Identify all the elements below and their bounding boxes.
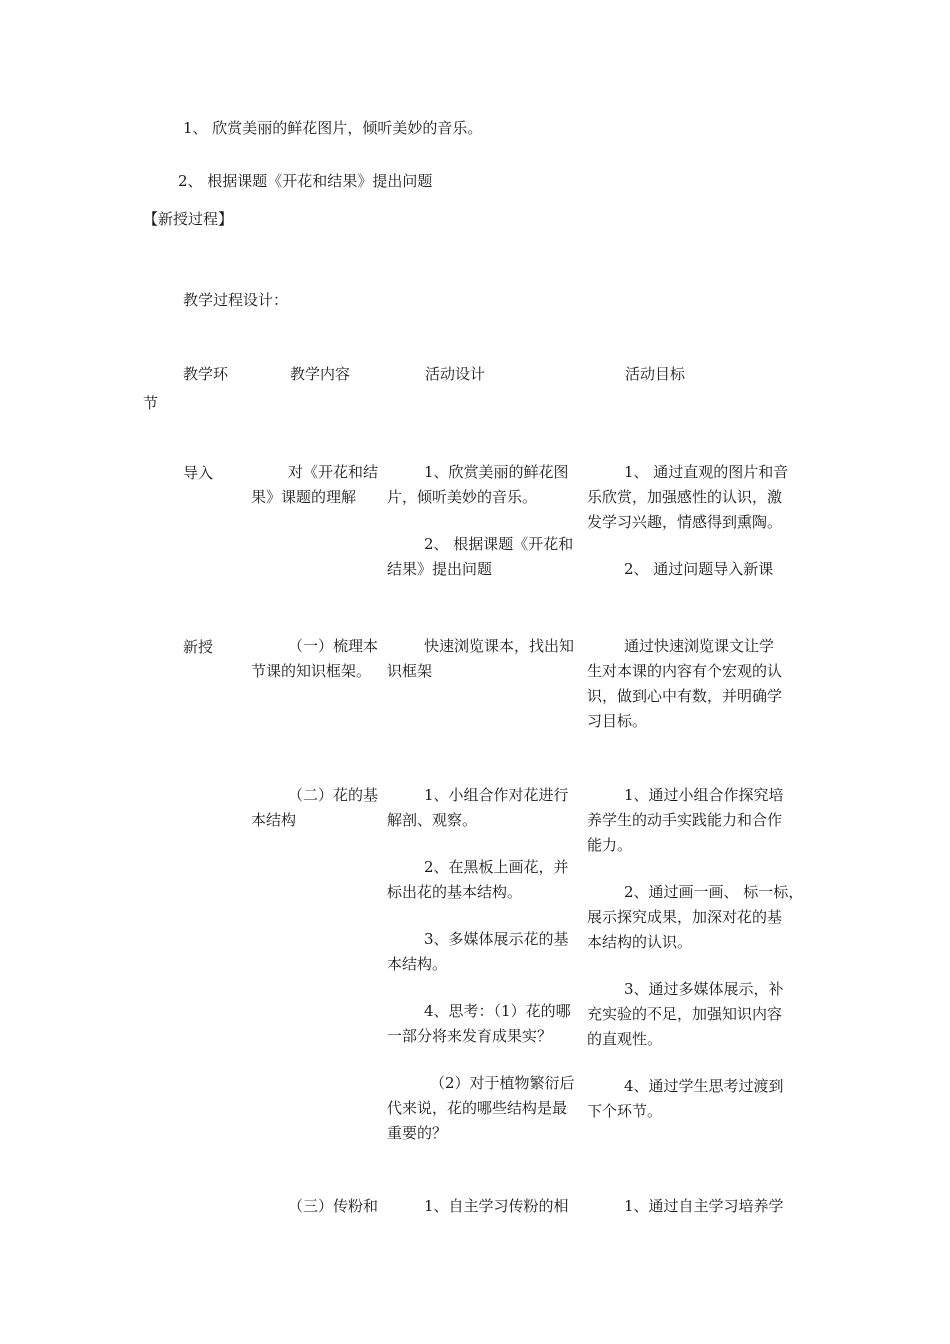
row1-activity [387, 460, 592, 582]
header-stage: 教学环 [183, 365, 229, 383]
row1-activity-line: 1、欣赏美丽的鲜花图 [424, 463, 569, 481]
row3-activity-line: 一部分将来发育成果实？ [387, 1027, 553, 1045]
row3-activity-line: 重要的？ [387, 1124, 448, 1142]
row3-goal-line: 充实验的不足，加强知识内容 [587, 1005, 783, 1023]
row1-content-line: 果》课题的理解 [251, 488, 357, 506]
row4-activity [387, 1194, 592, 1219]
row2-content-line: （一）梳理本 [288, 637, 379, 655]
row3-goal-line: 4、通过学生思考过渡到 [624, 1077, 784, 1095]
row3-activity-line: 2、在黑板上画花，并 [424, 858, 569, 876]
row2-content [251, 634, 391, 684]
row2-activity [387, 634, 592, 684]
row1-activity-line: 结果》提出问题 [387, 560, 493, 578]
row3-activity-line: 1、小组合作对花进行 [424, 786, 569, 804]
row2-activity-line: 识框架 [387, 662, 433, 680]
row1-goal-line: 1、 通过直观的图片和音 [624, 463, 789, 481]
header-activity: 活动设计 [425, 365, 486, 383]
row2-goal-line: 识，做到心中有数，并明确学 [587, 687, 783, 705]
row2-activity-line: 快速浏览课本，找出知 [424, 637, 575, 655]
row3-goal-line: 1、通过小组合作探究培 [624, 786, 784, 804]
section-heading: 【新授过程】 [143, 210, 234, 228]
row3-goal-line: 的直观性。 [587, 1030, 663, 1048]
header-stage-wrap: 节 [143, 394, 159, 412]
row4-goal-line: 1、通过自主学习培养学 [624, 1197, 784, 1215]
row3-activity-line: （2）对于植物繁衍后 [430, 1074, 575, 1092]
row3-activity-line: 3、多媒体展示花的基 [424, 930, 569, 948]
row2-goal-line: 通过快速浏览课文让学 [624, 637, 775, 655]
row1-content [251, 460, 391, 510]
row3-goal-line: 3、通过多媒体展示，补 [624, 980, 784, 998]
row3-activity-line: 标出花的基本结构。 [387, 883, 523, 901]
row2-goal [587, 634, 812, 734]
row2-content-line: 节课的知识框架。 [251, 662, 372, 680]
row3-content-line: 本结构 [251, 811, 297, 829]
row4-goal [587, 1194, 812, 1219]
row3-goal-line: 展示探究成果，加深对花的基 [587, 908, 783, 926]
row1-goal [587, 460, 812, 582]
row1-stage: 导入 [183, 464, 214, 482]
row3-goal-line: 能力。 [587, 836, 633, 854]
intro-item-1: 1、 欣赏美丽的鲜花图片，倾听美妙的音乐。 [183, 119, 483, 137]
row1-content-line: 对《开花和结 [288, 463, 379, 481]
row2-goal-line: 生对本课的内容有个宏观的认 [587, 662, 783, 680]
row3-activity-line: 代来说，花的哪些结构是最 [387, 1099, 568, 1117]
row3-goal-line: 2、通过画一画、 标一标， [624, 883, 804, 901]
row4-activity-line: 1、自主学习传粉的相 [424, 1197, 569, 1215]
row1-goal-line: 发学习兴趣，情感得到熏陶。 [587, 513, 783, 531]
row3-content [251, 783, 391, 833]
row1-goal-line: 乐欣赏，加强感性的认识，激 [587, 488, 783, 506]
row4-content-line: （三）传粉和 [288, 1197, 379, 1215]
row3-goal-line: 下个环节。 [587, 1102, 663, 1120]
header-goal: 活动目标 [625, 365, 686, 383]
design-label: 教学过程设计： [183, 291, 289, 309]
row3-content-line: （二）花的基 [288, 786, 379, 804]
row3-goal-line: 本结构的认识。 [587, 933, 693, 951]
row1-activity-line: 片，倾听美妙的音乐。 [387, 488, 538, 506]
header-content: 教学内容 [290, 365, 351, 383]
row1-activity-line: 2、 根据课题《开花和 [424, 535, 574, 553]
row3-activity-line: 4、思考：（1）花的哪 [424, 1002, 571, 1020]
row1-goal-line: 2、 通过问题导入新课 [624, 560, 774, 578]
row3-goal-line: 养学生的动手实践能力和合作 [587, 811, 783, 829]
intro-item-2: 2、 根据课题《开花和结果》提出问题 [178, 172, 433, 190]
row2-goal-line: 习目标。 [587, 712, 648, 730]
row3-activity [387, 783, 592, 1146]
row3-activity-line: 解剖、观察。 [387, 811, 478, 829]
row2-stage: 新授 [183, 638, 214, 656]
row3-goal [587, 783, 812, 1124]
row4-content [251, 1194, 391, 1219]
row3-activity-line: 本结构。 [387, 955, 448, 973]
